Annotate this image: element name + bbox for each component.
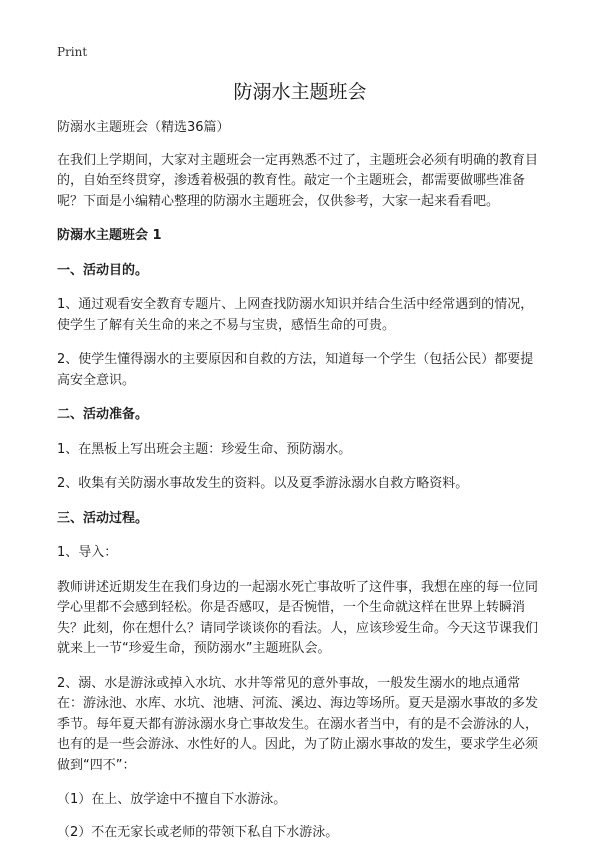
rule-item-1: （1）在上、放学途中不擅自下水游泳。 xyxy=(57,792,287,807)
page-title: 防溺水主题班会 xyxy=(233,81,367,103)
paragraph-purpose-2: 2、使学生懂得溺水的主要原因和自救的方法，知道每一个学生（包括公民）都要提高安全意识。 xyxy=(57,352,534,388)
heading-activity-preparation: 二、活动准备。 xyxy=(57,407,149,422)
paragraph-drowning-facts: 2、溺、水是游泳或掉入水坑、水井等常见的意外事故，一般发生溺水的地点通常在：游泳池、水库、水坑、池塘、河流、溪边、海边等场所。夏天是溺水事故的多发季节。每年夏天都有游泳溺水身亡事故发生。在溺水者当中，有的是不会游泳的人，也有的是一些会游泳、水性好的人。因此，为了防止溺水事故的发生，要求学生必须做到“四不”： xyxy=(57,675,539,773)
rule-item-2: （2）不在无家长或老师的带领下私自下水游泳。 xyxy=(57,824,339,840)
paragraph-purpose-1: 1、通过观看安全教育专题片、上网查找防溺水知识并结合生活中经常遇到的情况，使学生了解有关生命的来之不易与宝贵，感悟生命的可贵。 xyxy=(57,297,534,333)
intro-paragraph: 在我们上学期间，大家对主题班会一定再熟悉不过了，主题班会必须有明确的教育目的，自始至终贯穿，渗透着极强的教育性。敲定一个主题班会，都需要做哪些准备呢？下面是小编精心整理的防溺水主题班会，仅供参考，大家一起来看看吧。 xyxy=(57,152,539,209)
print-label: Print xyxy=(57,45,88,59)
paragraph-process-intro: 1、导入： xyxy=(57,545,118,560)
heading-activity-purpose: 一、活动目的。 xyxy=(57,262,149,278)
document-subtitle: 防溺水主题班会（精选36篇） xyxy=(57,120,230,135)
section-title: 防溺水主题班会 1 xyxy=(57,228,162,243)
paragraph-preparation-2: 2、收集有关防溺水事故发生的资料。以及夏季游泳溺水自救方略资料。 xyxy=(57,476,469,491)
document-body xyxy=(57,118,545,855)
heading-activity-process: 三、活动过程。 xyxy=(57,510,149,526)
paragraph-preparation-1: 1、在黑板上写出班会主题：珍爱生命、预防溺水。 xyxy=(57,441,352,457)
paragraph-teacher-narrative: 教师讲述近期发生在我们身边的一起溺水死亡事故听了这件事，我想在座的每一位同学心里都不会感到轻松。你是否感叹，是否惋惜，一个生命就这样在世界上转瞬消失？此刻，你在想什么？请同学谈谈你的看法。人，应该珍爱生命。今天这节课我们就来上一节“珍爱生命，预防溺水”主题班队会。 xyxy=(57,579,539,656)
